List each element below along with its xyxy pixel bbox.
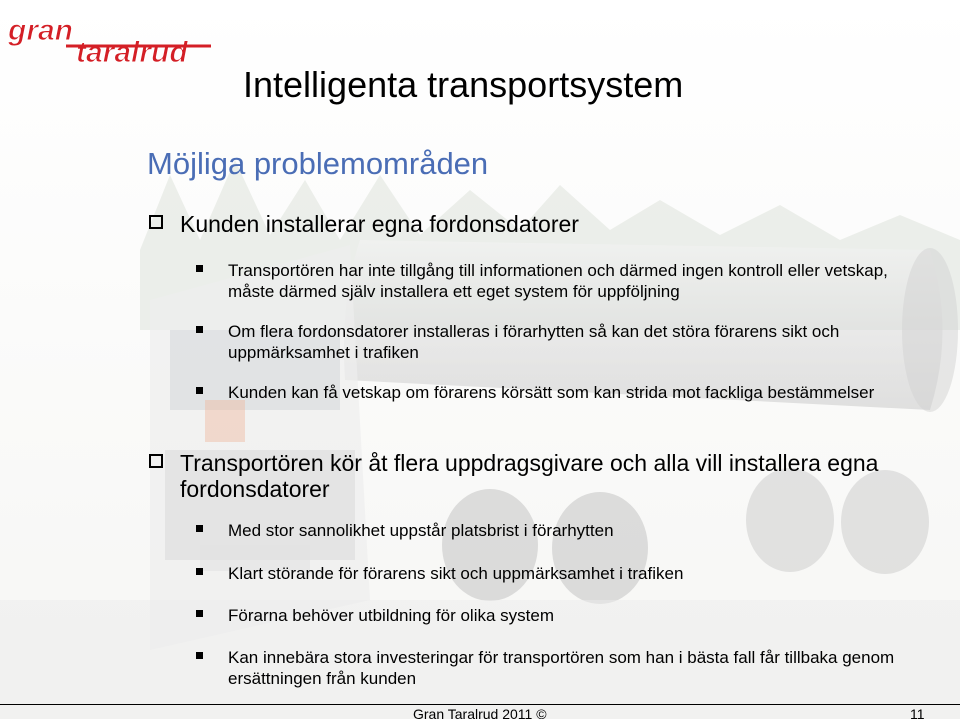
square-bullet-icon [196, 568, 203, 575]
page-title: Intelligenta transportsystem [243, 64, 684, 105]
square-bullet-icon [196, 525, 203, 532]
square-bullet-icon [196, 610, 203, 617]
page-subtitle: Möjliga problemområden [147, 146, 489, 181]
logo-word-gran: gran [8, 14, 74, 47]
square-bullet-icon [196, 265, 203, 272]
square-bullet-icon [196, 652, 203, 659]
footer-copyright: Gran Taralrud 2011 © [413, 706, 547, 719]
checkbox-bullet-icon [149, 454, 163, 468]
footer-divider [0, 704, 960, 705]
logo-word-taralrud: taralrud [76, 36, 188, 66]
gran-taralrud-logo [6, 6, 218, 66]
slide: gran taralrud Intelligenta transportsystem Möjliga problemområden Kunden installerar egna fordonsdatorer Transportören har inte tillgång till informationen och därmed ingen kontroll eller vetskap, måste därmed själv installera ett eget system för uppföljning Om flera fordonsdatorer installeras i förarhytten så kan det störa förarens sikt och uppmärksamhet i trafiken Kunden kan få vetskap om förarens körsätt som kan strida mot fackliga bestämmelser Transportören kör åt flera uppdragsgivare och alla vill installera egna fordonsdatorer Med stor sannolikhet uppstår platsbrist i förarhytten Klart störande för förarens sikt och uppmärksamhet i trafiken Förarna behöver utbildning för olika system Kan innebära stora investeringar för transportören som han i bästa fall får tillbaka genom ersättningen från kunden Gran Taralrud 2011 © 11 [0, 0, 960, 719]
square-bullet-icon [196, 326, 203, 333]
square-bullet-icon [196, 387, 203, 394]
page-number: 11 [910, 706, 925, 719]
checkbox-bullet-icon [149, 215, 163, 229]
